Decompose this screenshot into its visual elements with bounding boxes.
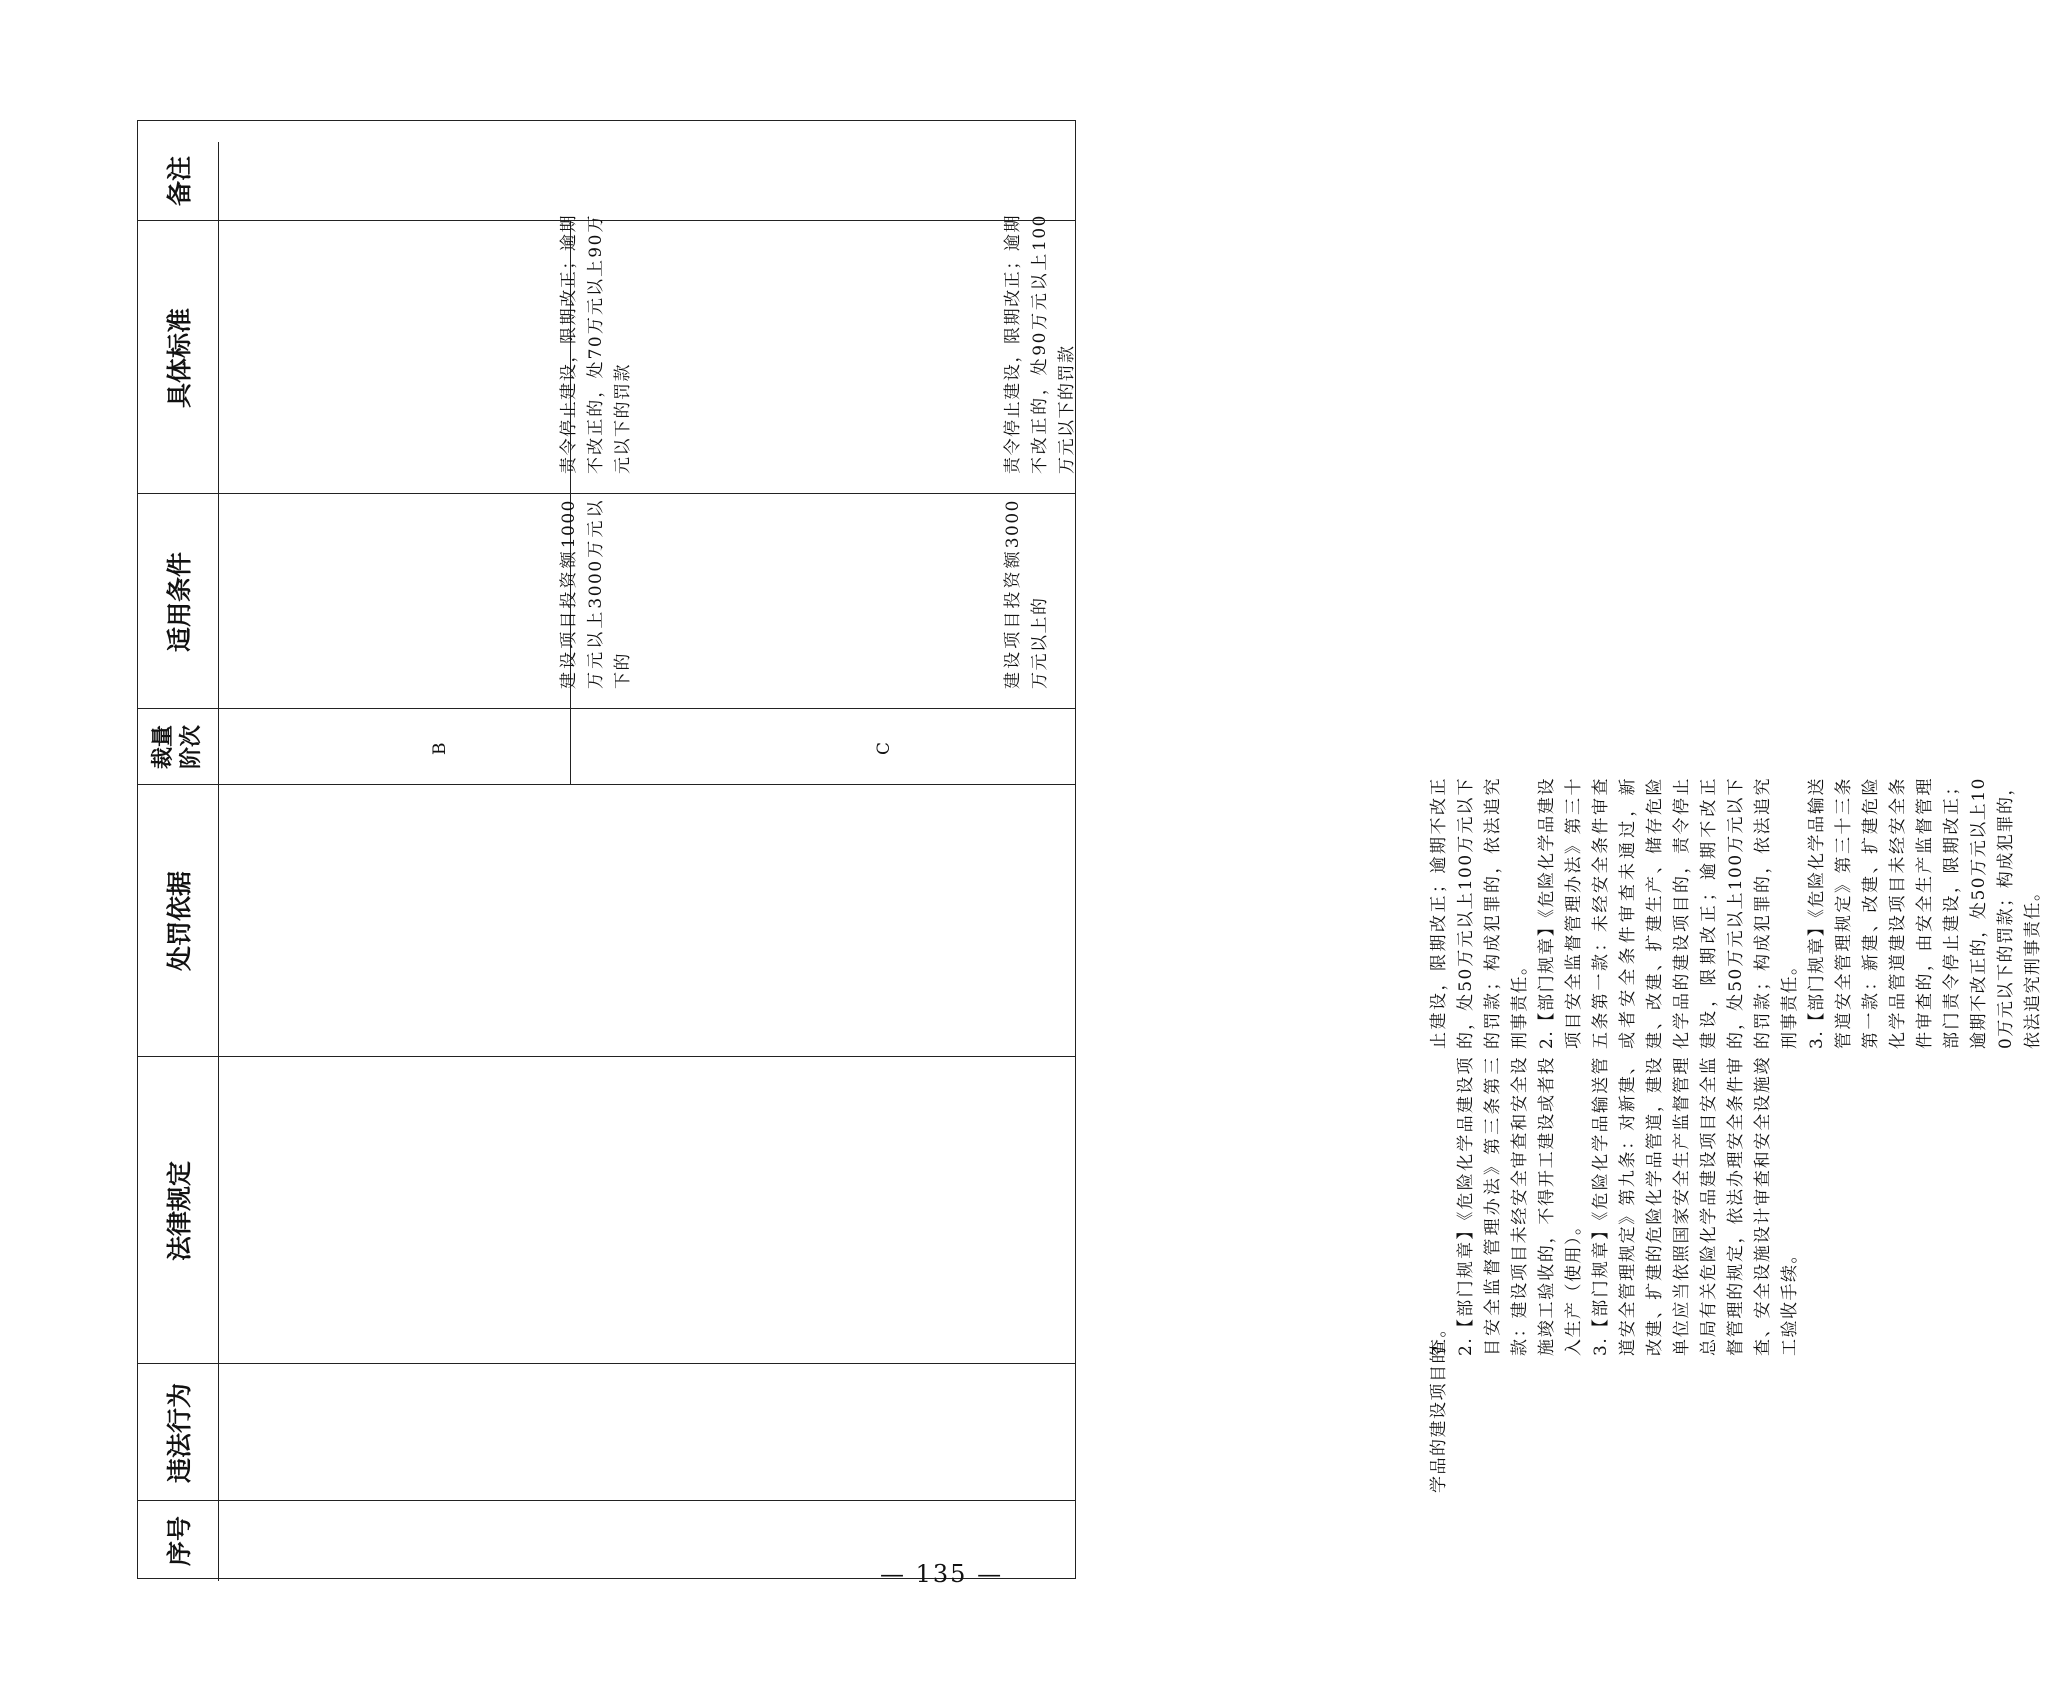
penalty-table	[137, 120, 2043, 1579]
col-beizhu	[138, 142, 1075, 220]
condition-c: 建设项目投资额3000万元以上的	[1003, 499, 1050, 689]
col-falv	[138, 1056, 1800, 1364]
col-chufa	[138, 777, 2043, 1057]
header-biaozhun	[138, 221, 219, 494]
header-beizhu-label: 备注	[165, 155, 194, 207]
col-weifa	[138, 1345, 1449, 1501]
col-cailiang	[138, 708, 1075, 785]
level-b: B	[430, 742, 450, 755]
header-weifa-label: 违法行为	[165, 1382, 194, 1483]
header-chufa-label: 处罚依据	[165, 870, 194, 972]
header-falv-label: 法律规定	[165, 1160, 194, 1261]
col-shiyong	[138, 493, 1075, 709]
header-shiyong	[138, 494, 219, 709]
header-falv	[138, 1057, 219, 1364]
page-number: — 135 —	[880, 1560, 1004, 1588]
condition-b: 建设项目投资额1000万元以上3000万元以下的	[559, 499, 633, 689]
falv-text: 查。 2.【部门规章】《危险化学品建设项目安全监督管理办法》第三条第三款：建设项目未经安全审查和安全设施竣工验收的，不得开工建设或者投入生产（使用）。 3.【部门规章】《危险化学品输送管道安全管理规定》第九条：对新建、改建、扩建的危险化学品管道，建设单位应当依照国家安全生产监督管理总局有关危险化学品建设项目安全监督管理的规定，依法办理安全条件审查、安全设施设计审查和安全设施竣工验收手续。	[1429, 1056, 1800, 1356]
weifa-text: 学品的建设项目的	[1429, 1345, 1449, 1493]
header-cailiang-label: 裁量 阶次	[151, 724, 204, 770]
header-cailiang	[138, 709, 219, 785]
header-weifa	[138, 1364, 219, 1501]
header-xuhao	[138, 1501, 219, 1581]
row-divider	[570, 709, 571, 785]
level-c: C	[874, 741, 894, 755]
header-beizhu	[138, 142, 219, 220]
standard-c: 责令停止建设，限期改正；逾期不改正的，处90万元以上100万元以下的罚款	[1003, 214, 1077, 474]
standard-b: 责令停止建设，限期改正；逾期不改正的，处70万元以上90万元以下的罚款	[559, 214, 633, 474]
header-xuhao-label: 序号	[165, 1515, 194, 1567]
chufa-text: 止建设，限期改正；逾期不改正的，处50万元以上100万元以下的罚款；构成犯罪的，依法追究刑事责任。 2.【部门规章】《危险化学品建设项目安全监督管理办法》第三十五条第一款：未经安全条件审查或者安全条件审查未通过，新建、改建、扩建生产、储存危险化学品的建设项目的，责令停止建设，限期改正；逾期不改正的，处50万元以上100万元以下的罚款；构成犯罪的，依法追究刑事责任。 3.【部门规章】《危险化学品输送管道安全管理规定》第三十三条第一款：新建、改建、扩建危险化学品管道建设项目未经安全条件审查的，由安全生产监督管理部门责令停止建设，限期改正；逾期不改正的，处50万元以上100万元以下的罚款；构成犯罪的，依法追究刑事责任。	[1429, 777, 2043, 1049]
header-shiyong-label: 适用条件	[165, 551, 194, 652]
col-biaozhun	[138, 214, 1077, 494]
header-chufa	[138, 785, 219, 1057]
header-biaozhun-label: 具体标准	[165, 307, 194, 408]
